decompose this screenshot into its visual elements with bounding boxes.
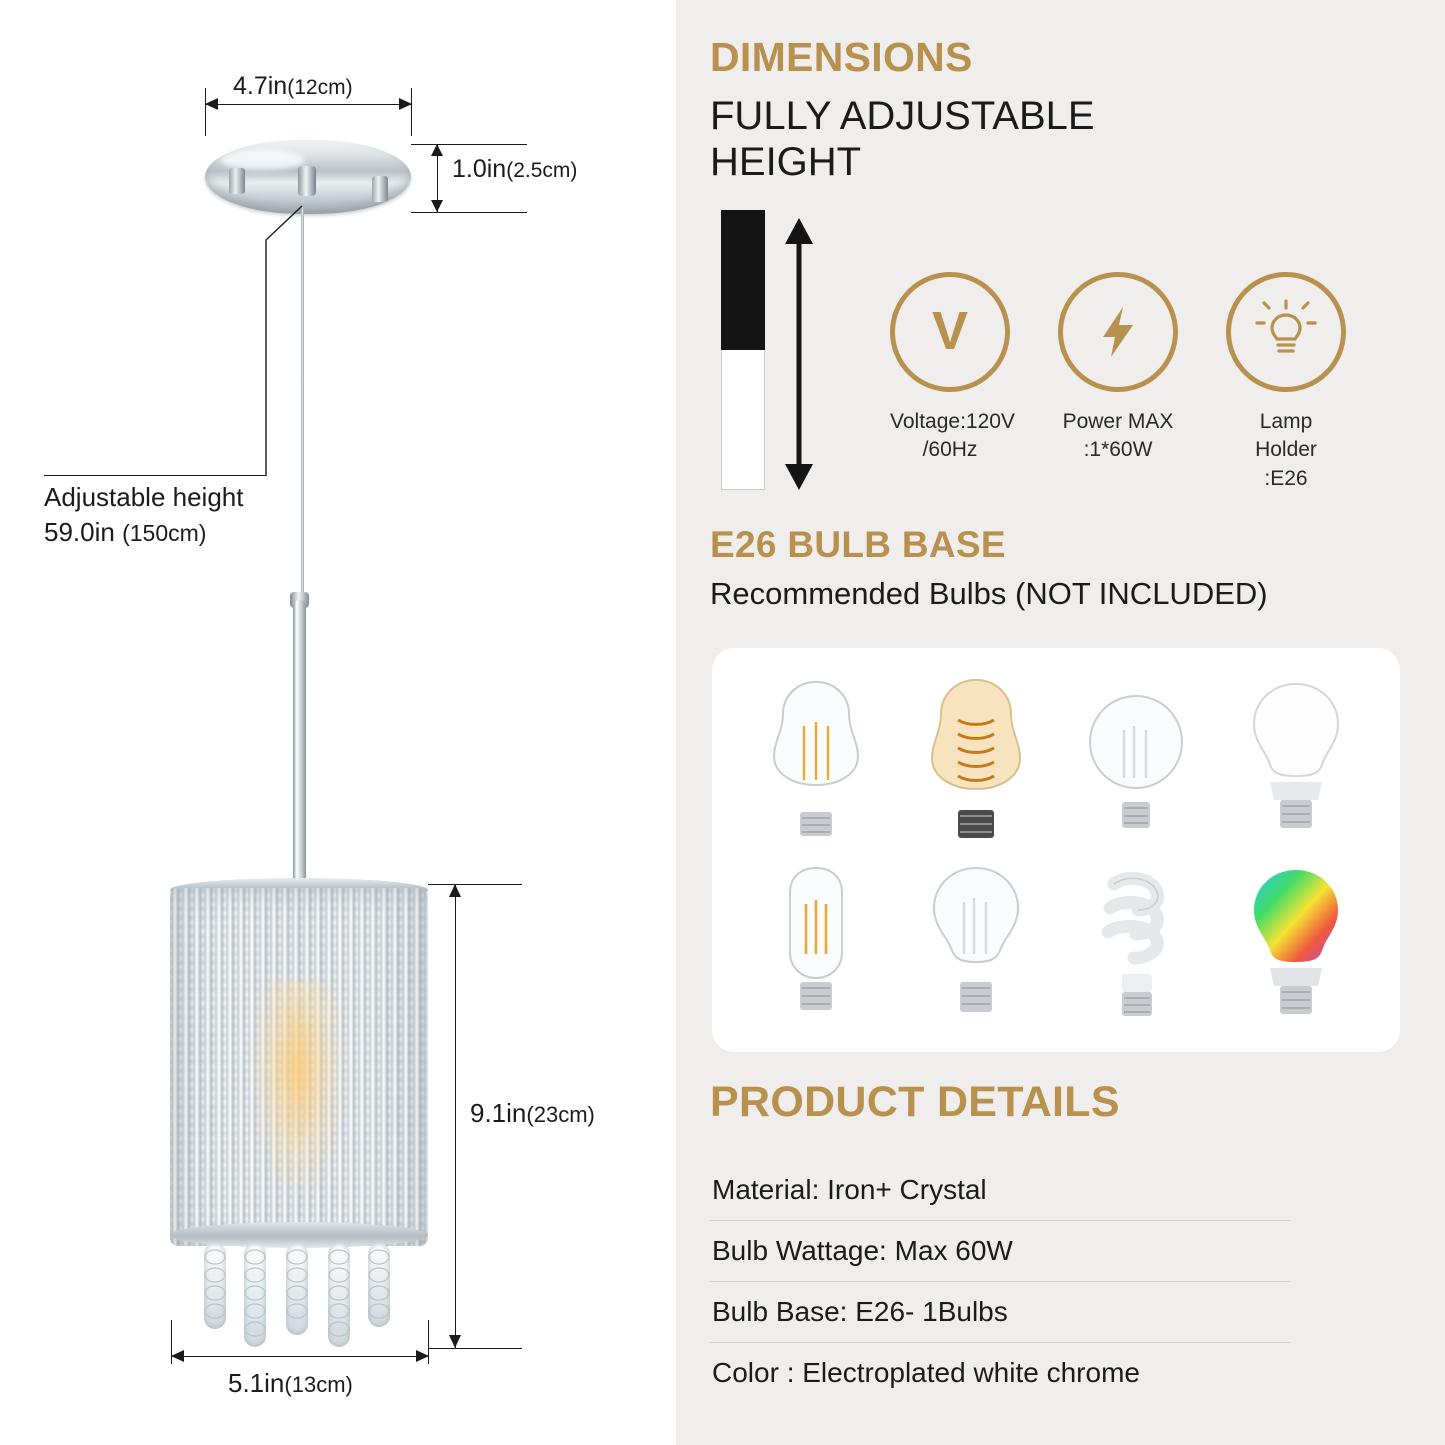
canopy-screw-right (372, 176, 388, 202)
top-width-value: 4.7in (233, 72, 288, 100)
detail-material: Material: Iron+ Crystal (710, 1160, 1290, 1221)
adjustable-bar-white (721, 350, 765, 490)
top-width-line (205, 104, 412, 105)
bulb-base-subtitle: Recommended Bulbs (NOT INCLUDED) (710, 576, 1268, 611)
dimensions-title: DIMENSIONS (710, 34, 973, 80)
shade-height-arrow-up (449, 884, 461, 897)
badge-power-line2: :1*60W (1083, 438, 1153, 462)
dimensions-section-header (710, 34, 1140, 185)
spec-badges (890, 272, 1390, 493)
st64-amber-vintage-bulb-icon (916, 670, 1036, 845)
adjustable-bar-black (721, 210, 765, 350)
detail-color: Color : Electroplated white chrome (712, 1357, 1140, 1388)
badge-power-line1: Power MAX (1062, 410, 1174, 433)
voltage-icon (890, 272, 1010, 392)
canopy-height-arrow-down (431, 200, 443, 212)
badge-lamp-holder-line1: Lamp Holder (1255, 410, 1317, 462)
bulb-base-section-header (710, 524, 1268, 612)
shade-width-line (171, 1356, 428, 1357)
canopy-height-value: 1.0in (452, 155, 507, 183)
shade-height-value: 9.1in (470, 1098, 527, 1128)
canopy-height-tick-top (411, 144, 527, 145)
bulb-glow (250, 980, 346, 1200)
badge-voltage (890, 272, 1015, 493)
canopy-height-unit: (2.5cm) (506, 159, 578, 182)
product-details-header (710, 1078, 1120, 1127)
canopy-screw-left (229, 168, 245, 194)
top-width-arrow-right (399, 98, 412, 110)
canopy-height-dimension (452, 155, 577, 184)
adjustable-arrow-icon (777, 218, 821, 490)
lamp-holder-icon (1226, 272, 1346, 392)
canopy-screw-center (298, 166, 316, 196)
dimensions-subtitle: FULLY ADJUSTABLE HEIGHT (710, 94, 1095, 184)
shade-height-tick-top (428, 884, 522, 885)
shade-height-tick-bottom (428, 1348, 522, 1349)
product-diagram-panel (0, 0, 676, 1445)
t45-tube-filament-bulb-icon (756, 856, 876, 1031)
badge-lamp-holder (1226, 272, 1346, 493)
canopy-height-arrow-up (431, 144, 443, 156)
a19-frosted-led-bulb-icon (1236, 670, 1356, 845)
badge-lamp-holder-line2: :E26 (1264, 466, 1308, 490)
st64-clear-filament-bulb-icon (756, 670, 876, 845)
power-bolt-icon (1058, 272, 1178, 392)
shade-width-arrow-left (171, 1350, 184, 1362)
badge-power (1058, 272, 1178, 493)
crystal-drop-beads (196, 1243, 406, 1353)
svg-text:V: V (931, 301, 969, 361)
shade-height-unit: (23cm) (526, 1102, 595, 1127)
adjustable-height-leader (262, 200, 322, 490)
adjustable-height-label (44, 480, 243, 550)
adjustable-height-unit: (150cm) (122, 520, 207, 547)
recommended-bulbs-grid (736, 664, 1376, 1036)
top-width-dimension (233, 72, 353, 101)
bulb-base-title: E26 BULB BASE (710, 524, 1006, 565)
top-width-tick-right (411, 88, 412, 136)
shade-width-dimension (228, 1368, 353, 1399)
adjustable-height-text: Adjustable height (44, 482, 244, 512)
shade-height-line (455, 884, 456, 1348)
shade-height-dimension (470, 1098, 595, 1129)
shade-width-value: 5.1in (228, 1368, 285, 1398)
detail-base: Bulb Base: E26- 1Bulbs (710, 1282, 1290, 1343)
canopy-height-tick-bottom (411, 212, 527, 213)
shade-height-arrow-down (449, 1335, 461, 1348)
shade-width-arrow-right (416, 1350, 429, 1362)
chrome-rod (293, 600, 306, 896)
adjustable-height-value: 59.0in (44, 517, 115, 548)
cfl-spiral-bulb-icon (1076, 856, 1196, 1031)
badge-voltage-line1: Voltage:120V (890, 410, 1015, 433)
top-width-tick-left (205, 88, 206, 136)
rgb-smart-bulb-icon (1236, 856, 1356, 1031)
adjustable-height-underline (44, 475, 266, 476)
detail-wattage: Bulb Wattage: Max 60W (710, 1221, 1290, 1282)
badge-voltage-line2: /60Hz (922, 438, 978, 462)
a60-clear-filament-bulb-icon (916, 856, 1036, 1031)
top-width-arrow-left (205, 98, 218, 110)
recommended-bulbs-card (712, 648, 1400, 1052)
top-width-unit: (12cm) (287, 76, 353, 99)
g95-clear-globe-bulb-icon (1076, 670, 1196, 845)
adjustable-bar-graphic (721, 210, 765, 490)
product-details-title: PRODUCT DETAILS (710, 1078, 1120, 1126)
shade-width-unit: (13cm) (284, 1372, 353, 1397)
product-details-list (710, 1160, 1290, 1403)
